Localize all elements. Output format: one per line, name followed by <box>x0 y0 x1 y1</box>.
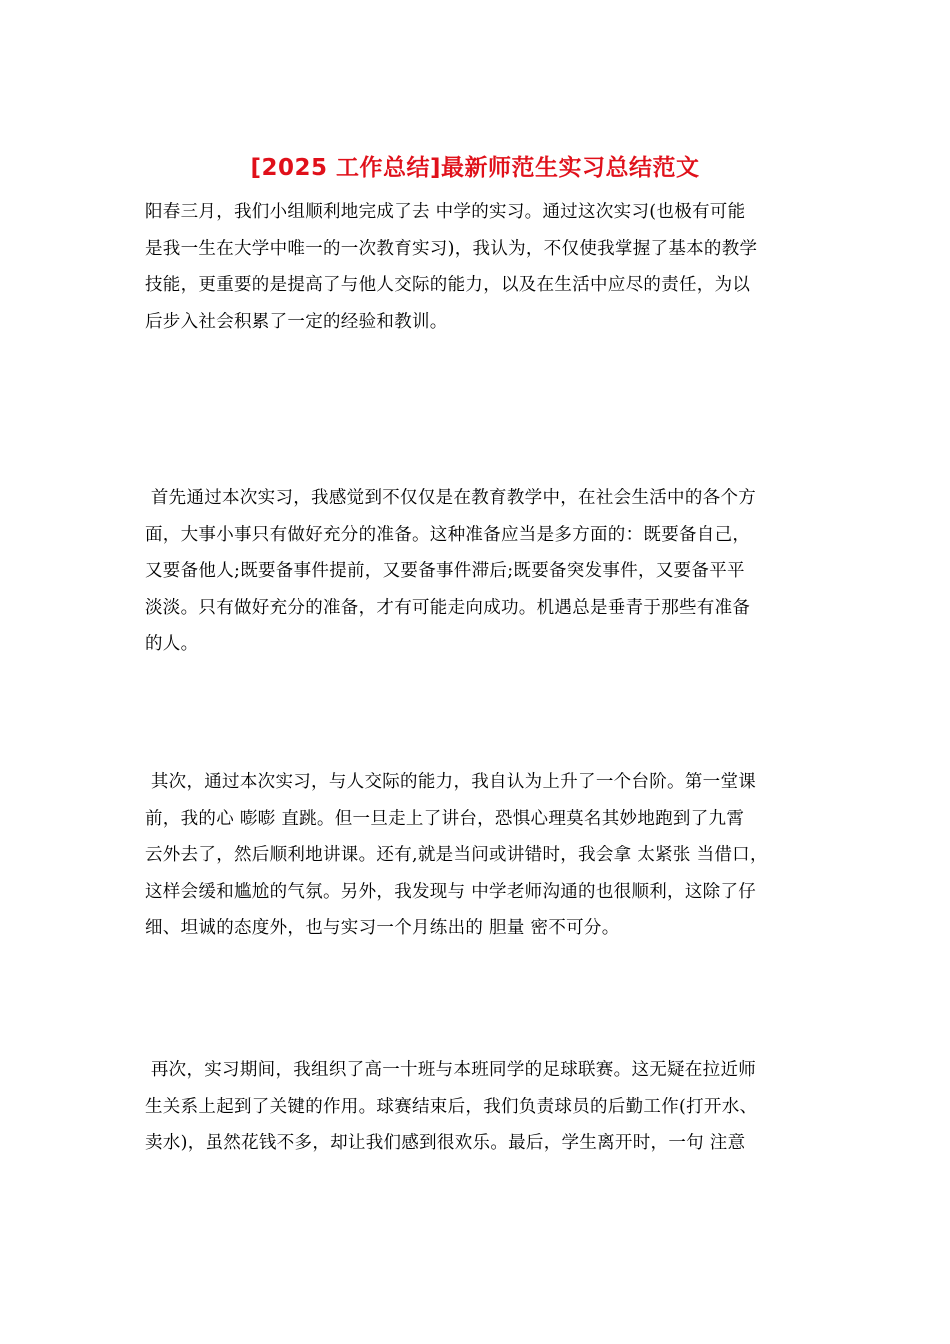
paragraph-line: 前，我的心 嘭嘭 直跳。但一旦走上了讲台，恐惧心理莫名其妙地跑到了九霄 <box>145 808 745 829</box>
paragraph-line: 细、坦诚的态度外，也与实习一个月练出的 胆量 密不可分。 <box>145 918 620 938</box>
paragraph-line: 其次，通过本次实习，与人交际的能力，我自认为上升了一个台阶。第一堂课 <box>145 772 757 792</box>
paragraph-line: 面，大事小事只有做好充分的准备。这种准备应当是多方面的：既要备自己， <box>145 524 751 545</box>
paragraph-4 <box>145 1052 815 1162</box>
paragraph-line: 后步入社会积累了一定的经验和教训。 <box>145 311 448 332</box>
paragraph-line: 这样会缓和尴尬的气氛。另外，我发现与 中学老师沟通的也很顺利，这除了仔 <box>145 881 757 902</box>
paragraph-line: 的人。 <box>145 634 199 654</box>
paragraph-line: 又要备他人;既要备事件提前，又要备事件滞后;既要备突发事件，又要备平平 <box>145 561 745 581</box>
paragraph-line: 云外去了，然后顺利地讲课。还有,就是当问或讲错时，我会拿 太紧张 当借口， <box>145 845 768 865</box>
paragraph-2 <box>145 480 815 663</box>
paragraph-line: 阳春三月，我们小组顺利地完成了去 中学的实习。通过这次实习(也极有可能 <box>145 202 746 222</box>
paragraph-3 <box>145 764 815 947</box>
paragraph-line: 是我一生在大学中唯一的一次教育实习)，我认为，不仅使我掌握了基本的教学 <box>145 238 758 259</box>
paragraph-1 <box>145 194 815 340</box>
paragraph-line: 再次，实习期间，我组织了高一十班与本班同学的足球联赛。这无疑在拉近师 <box>145 1060 757 1080</box>
paragraph-line: 首先通过本次实习，我感觉到不仅仅是在教育教学中，在社会生活中的各个方 <box>145 488 757 508</box>
paragraph-line: 技能，更重要的是提高了与他人交际的能力，以及在生活中应尽的责任，为以 <box>145 275 751 295</box>
paragraph-line: 淡淡。只有做好充分的准备，才有可能走向成功。机遇总是垂青于那些有准备 <box>145 597 751 618</box>
paragraph-line: 卖水)，虽然花钱不多，却让我们感到很欢乐。最后，学生离开时，一句 注意 <box>145 1133 746 1153</box>
paragraph-line: 生关系上起到了关键的作用。球赛结束后，我们负责球员的后勤工作(打开水、 <box>145 1096 758 1117</box>
page-title: [2025 工作总结]最新师范生实习总结范文 <box>250 155 700 181</box>
